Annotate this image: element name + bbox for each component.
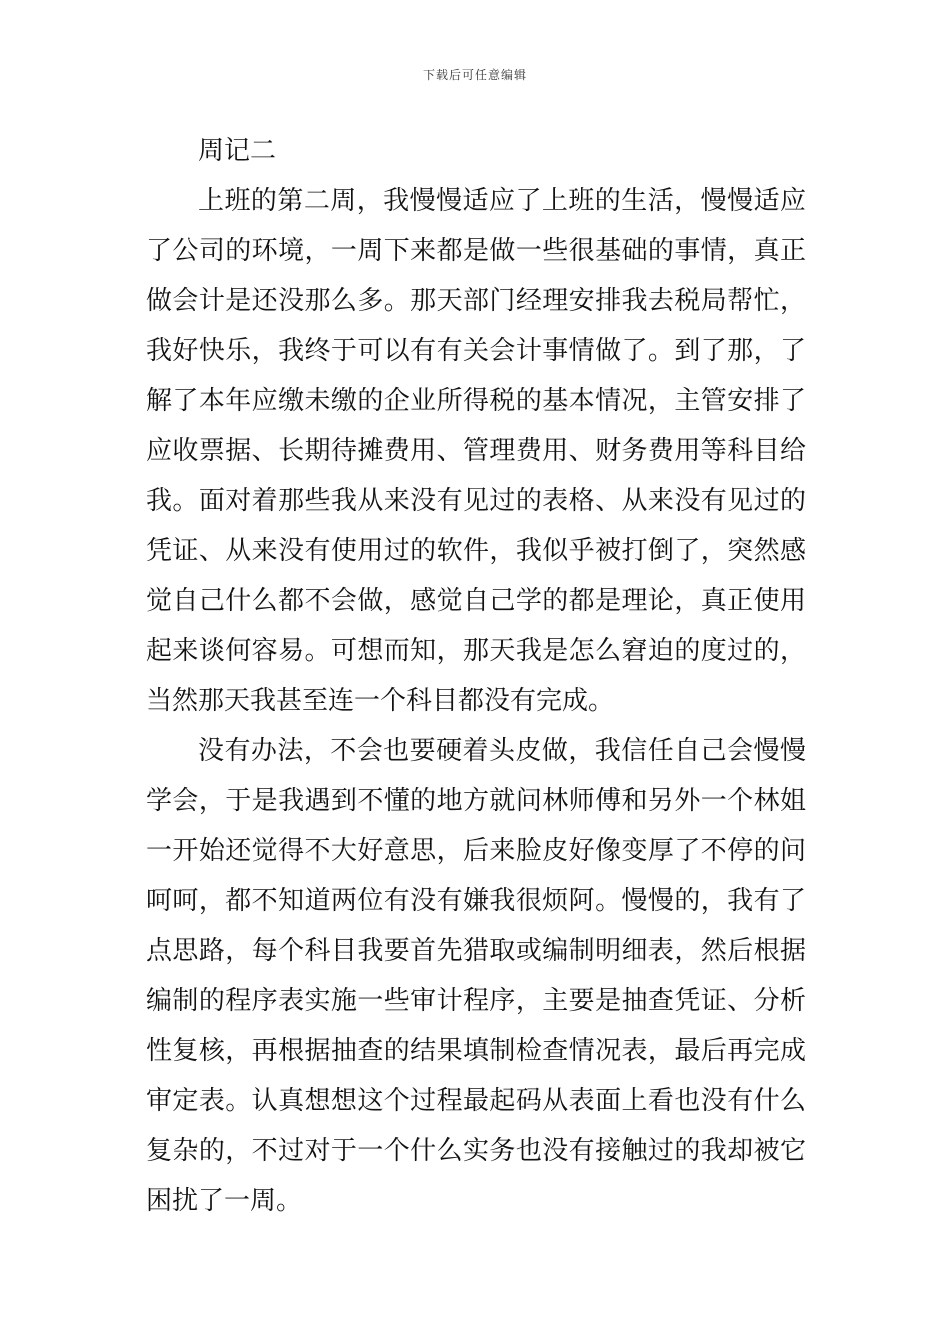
- paragraph-line: 起来谈何容易。可想而知，那天我是怎么窘迫的度过的，: [146, 636, 806, 666]
- paragraph-line: 审定表。认真想想这个过程最起码从表面上看也没有什么: [146, 1086, 806, 1116]
- document-body: [146, 126, 806, 1226]
- paragraph-line: 做会计是还没那么多。那天部门经理安排我去税局帮忙，: [146, 286, 806, 316]
- paragraph-1: [146, 176, 806, 726]
- paragraph-line: 呵呵，都不知道两位有没有嫌我很烦阿。慢慢的，我有了: [146, 886, 806, 916]
- paragraph-line: 我好快乐，我终于可以有有关会计事情做了。到了那，了: [146, 336, 806, 366]
- paragraph-line: 当然那天我甚至连一个科目都没有完成。: [146, 686, 615, 716]
- paragraph-line: 没有办法，不会也要硬着头皮做，我信任自己会慢慢: [198, 736, 806, 766]
- paragraph-line: 一开始还觉得不大好意思，后来脸皮好像变厚了不停的问: [146, 836, 806, 866]
- paragraph-line: 觉自己什么都不会做，感觉自己学的都是理论，真正使用: [146, 586, 806, 616]
- paragraph-line: 点思路，每个科目我要首先猎取或编制明细表，然后根据: [146, 936, 806, 966]
- paragraph-line: 复杂的，不过对于一个什么实务也没有接触过的我却被它: [146, 1136, 806, 1166]
- paragraph-line: 应收票据、长期待摊费用、管理费用、财务费用等科目给: [146, 436, 806, 466]
- paragraph-line: 凭证、从来没有使用过的软件，我似乎被打倒了，突然感: [146, 536, 806, 566]
- page-header: 下载后可任意编辑: [422, 68, 527, 82]
- paragraph-line: 上班的第二周，我慢慢适应了上班的生活，慢慢适应: [198, 186, 806, 216]
- paragraph-2: [146, 726, 806, 1226]
- paragraph-line: 困扰了一周。: [146, 1186, 303, 1216]
- paragraph-line: 性复核，再根据抽查的结果填制检查情况表，最后再完成: [146, 1036, 806, 1066]
- paragraph-line: 学会，于是我遇到不懂的地方就问林师傅和另外一个林姐: [146, 786, 806, 816]
- paragraph-line: 编制的程序表实施一些审计程序，主要是抽查凭证、分析: [146, 986, 806, 1016]
- paragraph-line: 我。面对着那些我从来没有见过的表格、从来没有见过的: [146, 486, 806, 516]
- document-title: 周记二: [198, 136, 277, 166]
- paragraph-line: 解了本年应缴未缴的企业所得税的基本情况，主管安排了: [146, 386, 806, 416]
- paragraph-line: 了公司的环境，一周下来都是做一些很基础的事情，真正: [146, 236, 806, 266]
